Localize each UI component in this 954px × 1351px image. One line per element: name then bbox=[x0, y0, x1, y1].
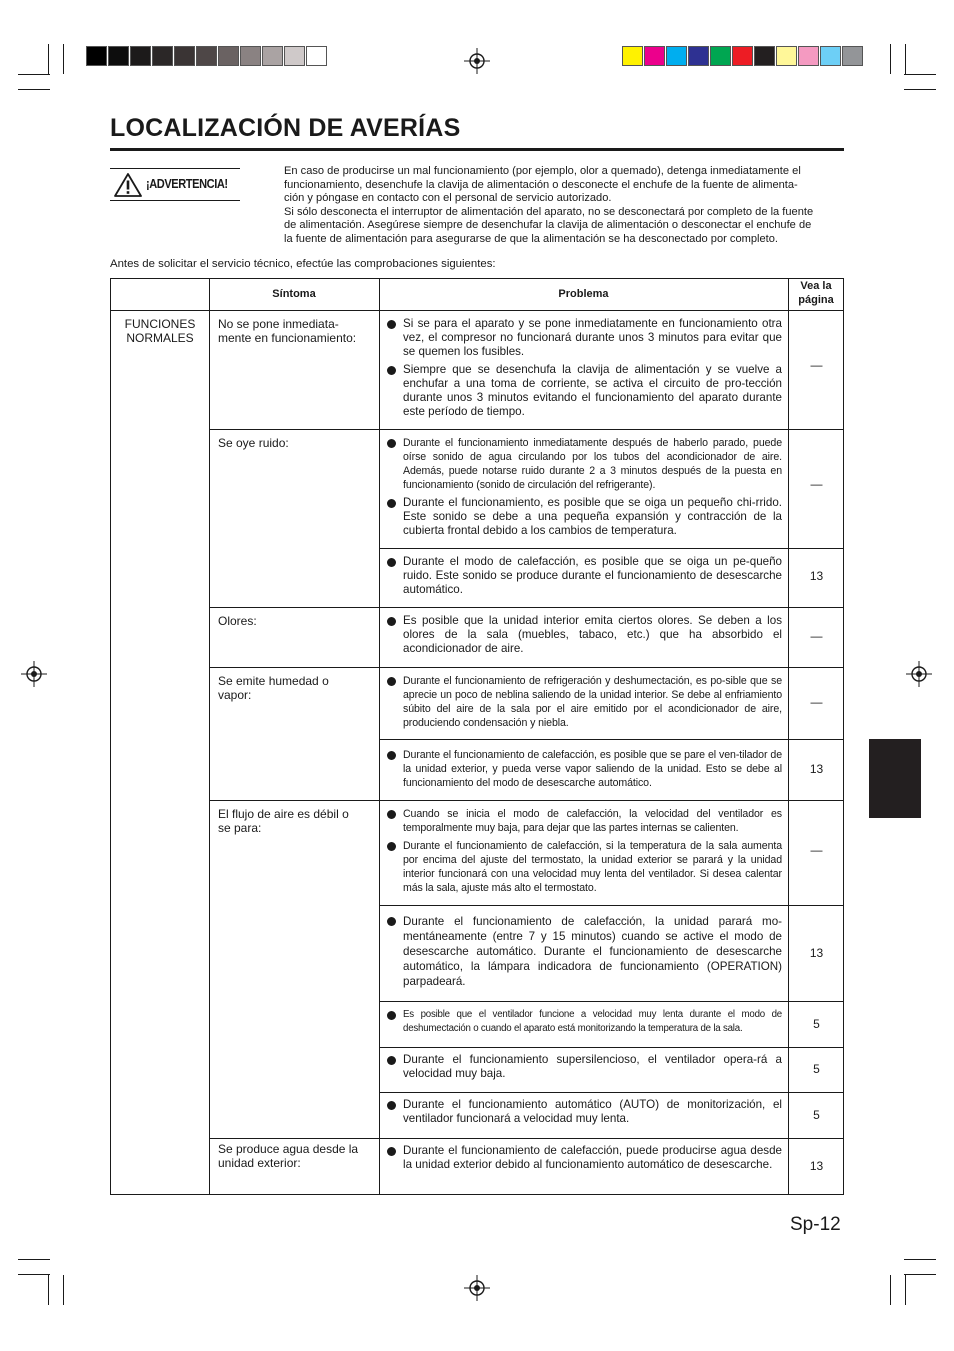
problem-bullet: Durante el funcionamiento de calefacción, la unidad parará mo-mentáneamente (entre 7 y 15 minutos) cuando se active el modo de desescarche automático. Durante el funcionamiento de desescarche automático, la lámpara indicadora de funcionamiento (OPERATION) parpadeará. bbox=[387, 914, 782, 989]
problem-bullet: Durante el funcionamiento de refrigeración y deshumectación, es po-sible que se aprecie un poco de neblina saliendo de la unidad interior. Se debe al enfriamiento súbito del aire de la sala por el aire emitido por el acondicionador de aire, produciendo condensación y niebla. bbox=[387, 674, 782, 730]
header-divider bbox=[111, 310, 844, 311]
intro-text: Antes de solicitar el servicio técnico, efectúe las comprobaciones siguientes: bbox=[110, 258, 496, 270]
crop-mark bbox=[904, 1274, 936, 1275]
color-swatch bbox=[798, 46, 819, 66]
problem-bullet: Es posible que la unidad interior emita ciertos olores. Se deben a los olores de la sala (muebles, tabaco, etc.) que ha absorbido el acondicionador de aire. bbox=[387, 614, 782, 656]
symptom-line: vapor: bbox=[218, 688, 252, 702]
page-reference: 5 bbox=[813, 1108, 820, 1122]
color-swatch bbox=[644, 46, 665, 66]
symptom-line: unidad exterior: bbox=[218, 1156, 301, 1170]
color-swatch bbox=[108, 46, 129, 66]
problem-bullet: Es posible que el ventilador funcione a velocidad muy lenta durante el modo de deshumectación o cuando el aparato está monitorizando la temperatura de la sala. bbox=[387, 1008, 782, 1036]
row-divider bbox=[209, 429, 844, 430]
header-problem: Problema bbox=[558, 288, 609, 300]
color-swatch bbox=[820, 46, 841, 66]
problem-bullet: Durante el funcionamiento de calefacción, es posible que se pare el ven-tilador de la unidad exterior, y pueda verse vapor saliendo de la unidad. Esto se debe al funcionamiento del modo de desescarche automático. bbox=[387, 748, 782, 790]
problem-cell bbox=[387, 614, 782, 660]
warning-line: funcionamiento, desenchufe la clavija de alimentación o desconecte el enchufe de la fuente de alimenta- bbox=[284, 178, 798, 191]
color-swatch bbox=[732, 46, 753, 66]
problem-cell bbox=[387, 555, 782, 601]
symptom-cell bbox=[218, 674, 378, 702]
category-line: FUNCIONES bbox=[124, 317, 196, 331]
symptom-line: El flujo de aire es débil o bbox=[218, 807, 349, 821]
color-swatch bbox=[240, 46, 261, 66]
crop-mark bbox=[63, 1275, 64, 1305]
title-underline bbox=[110, 148, 844, 151]
row-divider bbox=[379, 548, 844, 549]
problem-bullet: Durante el funcionamiento inmediatamente después de haberlo parado, puede oírse sonido de agua circulando por los tubos del acondicionador de aire. Además, puede notarse ruido durante 2 a 3 minutos después de la puesta en funcionamiento (sonido de circulación del refrigerante). bbox=[387, 436, 782, 492]
category-label bbox=[111, 317, 209, 345]
section-tab-marker bbox=[869, 739, 921, 818]
row-divider bbox=[209, 800, 844, 801]
problem-bullet: Durante el funcionamiento automático (AUTO) de monitorización, el ventilador funcionará a velocidad muy lenta. bbox=[387, 1098, 782, 1126]
symptom-line: se para: bbox=[218, 821, 262, 835]
row-divider bbox=[209, 667, 844, 668]
problem-cell bbox=[387, 317, 782, 423]
crop-mark bbox=[904, 74, 936, 75]
symptom-line: Se produce agua desde la bbox=[218, 1142, 359, 1156]
warning-label: ¡ADVERTENCIA! bbox=[146, 176, 228, 191]
crop-mark bbox=[905, 1275, 906, 1305]
crop-mark bbox=[18, 1259, 50, 1260]
warning-line: En caso de producirse un mal funcionamiento (por ejemplo, olor a quemado), detenga inmediatamente el bbox=[284, 165, 801, 177]
row-divider bbox=[379, 1047, 844, 1048]
color-swatch-bar bbox=[622, 46, 864, 66]
warning-line: de alimentación. Asegúrese siempre de desenchufar la clavija de alimentación o desconectar el enchufe de bbox=[284, 219, 812, 232]
crop-mark bbox=[904, 89, 936, 90]
color-swatch bbox=[622, 46, 643, 66]
crop-mark bbox=[904, 1259, 936, 1260]
column-divider bbox=[379, 279, 380, 1194]
page-reference: 13 bbox=[809, 569, 824, 583]
page-reference: 5 bbox=[813, 1062, 820, 1076]
crop-mark bbox=[48, 1275, 49, 1305]
row-divider bbox=[379, 1092, 844, 1093]
warning-text bbox=[284, 165, 845, 247]
grayscale-swatch-bar bbox=[86, 46, 328, 66]
symptom-line: No se pone inmediata- bbox=[218, 317, 339, 331]
page-reference: — bbox=[810, 629, 823, 643]
color-swatch bbox=[218, 46, 239, 66]
symptom-cell bbox=[218, 807, 378, 835]
troubleshooting-table bbox=[110, 278, 844, 1195]
warning-line: ción y póngase en contacto con el personal de servicio autorizado. bbox=[284, 192, 612, 205]
color-swatch bbox=[262, 46, 283, 66]
problem-cell bbox=[387, 748, 782, 794]
color-swatch bbox=[306, 46, 327, 66]
symptom-line: mente en funcionamiento: bbox=[218, 331, 357, 345]
page-reference: 5 bbox=[813, 1017, 820, 1031]
page-reference: — bbox=[810, 358, 823, 372]
symptom-line: Olores: bbox=[218, 614, 257, 628]
problem-cell bbox=[387, 914, 782, 993]
warning-triangle-icon bbox=[114, 172, 142, 197]
color-swatch bbox=[130, 46, 151, 66]
problem-bullet: Cuando se inicia el modo de calefacción, la velocidad del ventilador es temporalmente muy baja, para dejar que las partes internas se calienten. bbox=[387, 807, 782, 835]
crop-mark bbox=[890, 44, 891, 74]
registration-crosshair-icon bbox=[464, 48, 490, 74]
symptom-cell bbox=[218, 614, 378, 628]
problem-cell bbox=[387, 674, 782, 734]
problem-bullet: Durante el funcionamiento de calefacción, si la temperatura de la sala aumenta por encima del ajuste del termostato, la unidad exterior se parará y la unidad interior funcionará con una velocidad muy lenta del ventilador. Si desea calentar más la sala, ajuste más alto el termostato. bbox=[387, 839, 782, 895]
color-swatch bbox=[776, 46, 797, 66]
page-reference: — bbox=[810, 843, 823, 857]
problem-cell bbox=[387, 1098, 782, 1130]
problem-cell bbox=[387, 436, 782, 542]
problem-bullet: Durante el funcionamiento, es posible que se oiga un pequeño chi-rrido. Este sonido se debe a una pequeña expansión y contracción de la cubierta frontal debido a los cambios de temperatura. bbox=[387, 496, 782, 538]
row-divider bbox=[379, 1001, 844, 1002]
crop-mark bbox=[18, 74, 50, 75]
crop-mark bbox=[48, 44, 49, 74]
row-divider bbox=[209, 1138, 844, 1139]
symptom-line: Se emite humedad o bbox=[218, 674, 329, 688]
color-swatch bbox=[152, 46, 173, 66]
row-divider bbox=[379, 739, 844, 740]
problem-bullet: Durante el funcionamiento supersilencioso, el ventilador opera-rá a velocidad muy baja. bbox=[387, 1053, 782, 1081]
color-swatch bbox=[666, 46, 687, 66]
warning-box bbox=[110, 168, 240, 201]
warning-line: la fuente de alimentación para asegurarse de que la alimentación se ha desconectado por completo. bbox=[284, 232, 778, 245]
page-reference: 13 bbox=[809, 946, 824, 960]
crop-mark bbox=[18, 89, 50, 90]
color-swatch bbox=[86, 46, 107, 66]
color-swatch bbox=[710, 46, 731, 66]
page-number: Sp-12 bbox=[790, 1214, 841, 1235]
symptom-cell bbox=[218, 1142, 378, 1170]
row-divider bbox=[379, 905, 844, 906]
header-page-line: página bbox=[798, 294, 834, 306]
page-reference: — bbox=[810, 477, 823, 491]
crop-mark bbox=[890, 1275, 891, 1305]
page-reference: — bbox=[810, 695, 823, 709]
color-swatch bbox=[754, 46, 775, 66]
crop-mark bbox=[63, 44, 64, 74]
problem-cell bbox=[387, 1144, 782, 1176]
problem-bullet: Durante el funcionamiento de calefacción, puede producirse agua desde la unidad exterior debido al funcionamiento automático de desescarche. bbox=[387, 1144, 782, 1172]
symptom-line: Se oye ruido: bbox=[218, 436, 289, 450]
problem-cell bbox=[387, 1008, 782, 1040]
warning-line: Si sólo desconecta el interruptor de alimentación del aparato, no se desconectará por completo de la fuente bbox=[284, 205, 814, 218]
registration-crosshair-icon bbox=[906, 661, 932, 687]
registration-crosshair-icon bbox=[464, 1275, 490, 1301]
symptom-cell bbox=[218, 436, 378, 450]
color-swatch bbox=[174, 46, 195, 66]
problem-bullet: Siempre que se desenchufa la clavija de alimentación y se vuelve a enchufar a una toma de corriente, se activa el circuito de pro-tección durante unos 3 minutos evitando el funcionamiento del aparato durante este período de tiempo. bbox=[387, 363, 782, 419]
page-title: LOCALIZACIÓN DE AVERÍAS bbox=[110, 114, 461, 142]
color-swatch bbox=[842, 46, 863, 66]
row-divider bbox=[209, 607, 844, 608]
problem-bullet: Durante el modo de calefacción, es posible que se oiga un pe-queño ruido. Este sonido se produce durante el funcionamiento de desescarche automático. bbox=[387, 555, 782, 597]
header-symptom: Síntoma bbox=[272, 288, 316, 300]
color-swatch bbox=[196, 46, 217, 66]
column-divider bbox=[788, 279, 789, 1194]
color-swatch bbox=[688, 46, 709, 66]
problem-cell bbox=[387, 1053, 782, 1085]
crop-mark bbox=[18, 1274, 50, 1275]
header-page-line: Vea la bbox=[800, 280, 832, 292]
column-divider bbox=[209, 279, 210, 1194]
page-reference: 13 bbox=[809, 1159, 824, 1173]
category-line: NORMALES bbox=[126, 331, 194, 345]
problem-cell bbox=[387, 807, 782, 899]
page-reference: 13 bbox=[809, 762, 824, 776]
color-swatch bbox=[284, 46, 305, 66]
symptom-cell bbox=[218, 317, 378, 345]
crop-mark bbox=[905, 44, 906, 74]
registration-crosshair-icon bbox=[21, 661, 47, 687]
problem-bullet: Si se para el aparato y se pone inmediatamente en funcionamiento otra vez, el compresor no funcionará durante unos 3 minutos para evitar que se quemen los fusibles. bbox=[387, 317, 782, 359]
header-page bbox=[788, 279, 844, 307]
